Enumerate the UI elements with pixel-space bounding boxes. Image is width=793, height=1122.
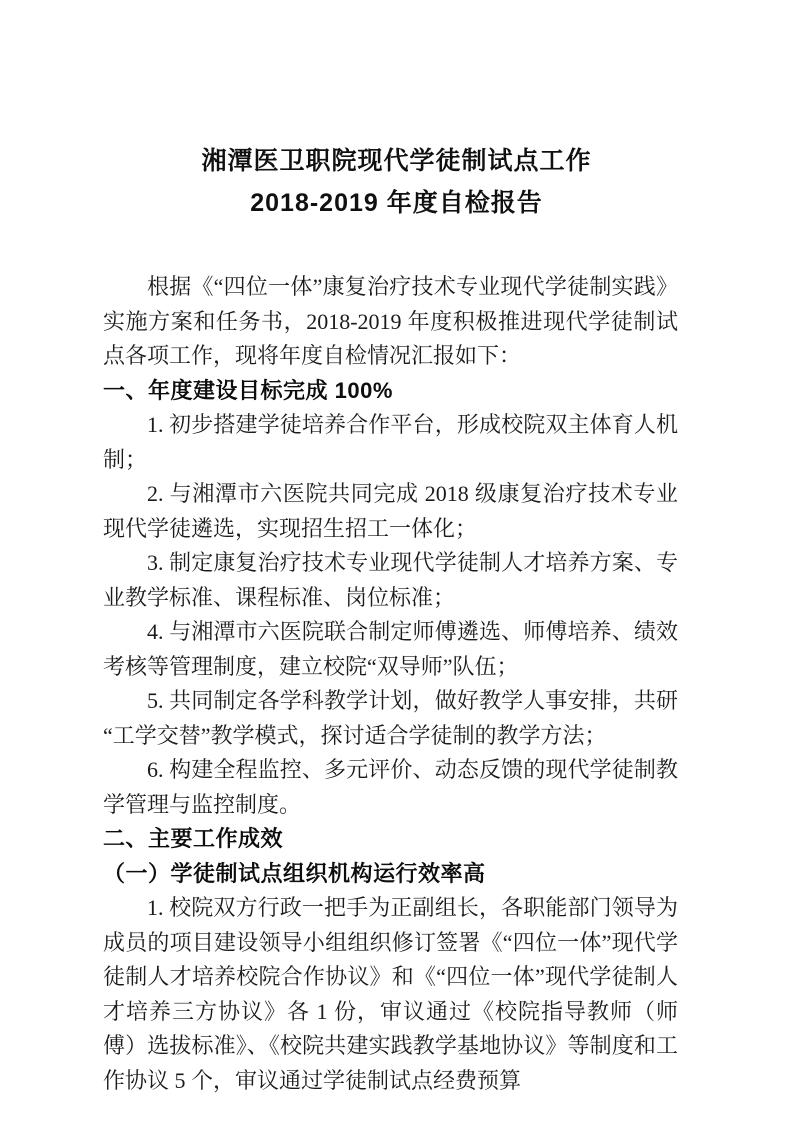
- document-body: [0, 270, 793, 1098]
- section-2-heading: 二、主要工作成效: [103, 826, 284, 851]
- report-title-line-2: 2018-2019 年度自检报告: [250, 189, 543, 217]
- report-title: [0, 0, 793, 224]
- goal-item-4: 4. 与湘潭市六医院联合制定师傅遴选、师傅培养、绩效考核等管理制度，建立校院“双导师”队伍；: [103, 619, 678, 679]
- goal-item-6: 6. 构建全程监控、多元评价、动态反馈的现代学徒制教学管理与监控制度。: [103, 757, 678, 817]
- goal-item-1: 1. 初步搭建学徒培养合作平台，形成校院双主体育人机制；: [103, 412, 678, 472]
- section-1-heading: 一、年度建设目标完成 100%: [103, 377, 393, 403]
- goal-item-2: 2. 与湘潭市六医院共同完成 2018 级康复治疗技术专业现代学徒遴选，实现招生招工一体化；: [103, 481, 678, 541]
- goal-item-3: 3. 制定康复治疗技术专业现代学徒制人才培养方案、专业教学标准、课程标准、岗位标准；: [103, 550, 678, 610]
- achievement-paragraph-1: 1. 校院双方行政一把手为正副组长，各职能部门领导为成员的项目建设领导小组组织修订签署《“四位一体”现代学徒制人才培养校院合作协议》和《“四位一体”现代学徒制人才培养三方协议》各 1 份，审议通过《校院指导教师（师傅）选拔标准》、《校院共建实践教学基地协议》等制度和工作协议 5 个，审议通过学徒制试点经费预算: [103, 895, 678, 1093]
- report-title-line-1: 湘潭医卫职院现代学徒制试点工作: [201, 147, 592, 175]
- intro-paragraph: 根据《“四位一体”康复治疗技术专业现代学徒制实践》实施方案和任务书，2018-2019 年度积极推进现代学徒制试点各项工作，现将年度自检情况汇报如下：: [103, 274, 678, 368]
- goal-item-5: 5. 共同制定各学科教学计划，做好教学人事安排，共研“工学交替”教学模式，探讨适合学徒制的教学方法；: [103, 688, 678, 748]
- section-2-1-subheading: （一）学徒制试点组织机构运行效率高: [103, 860, 486, 886]
